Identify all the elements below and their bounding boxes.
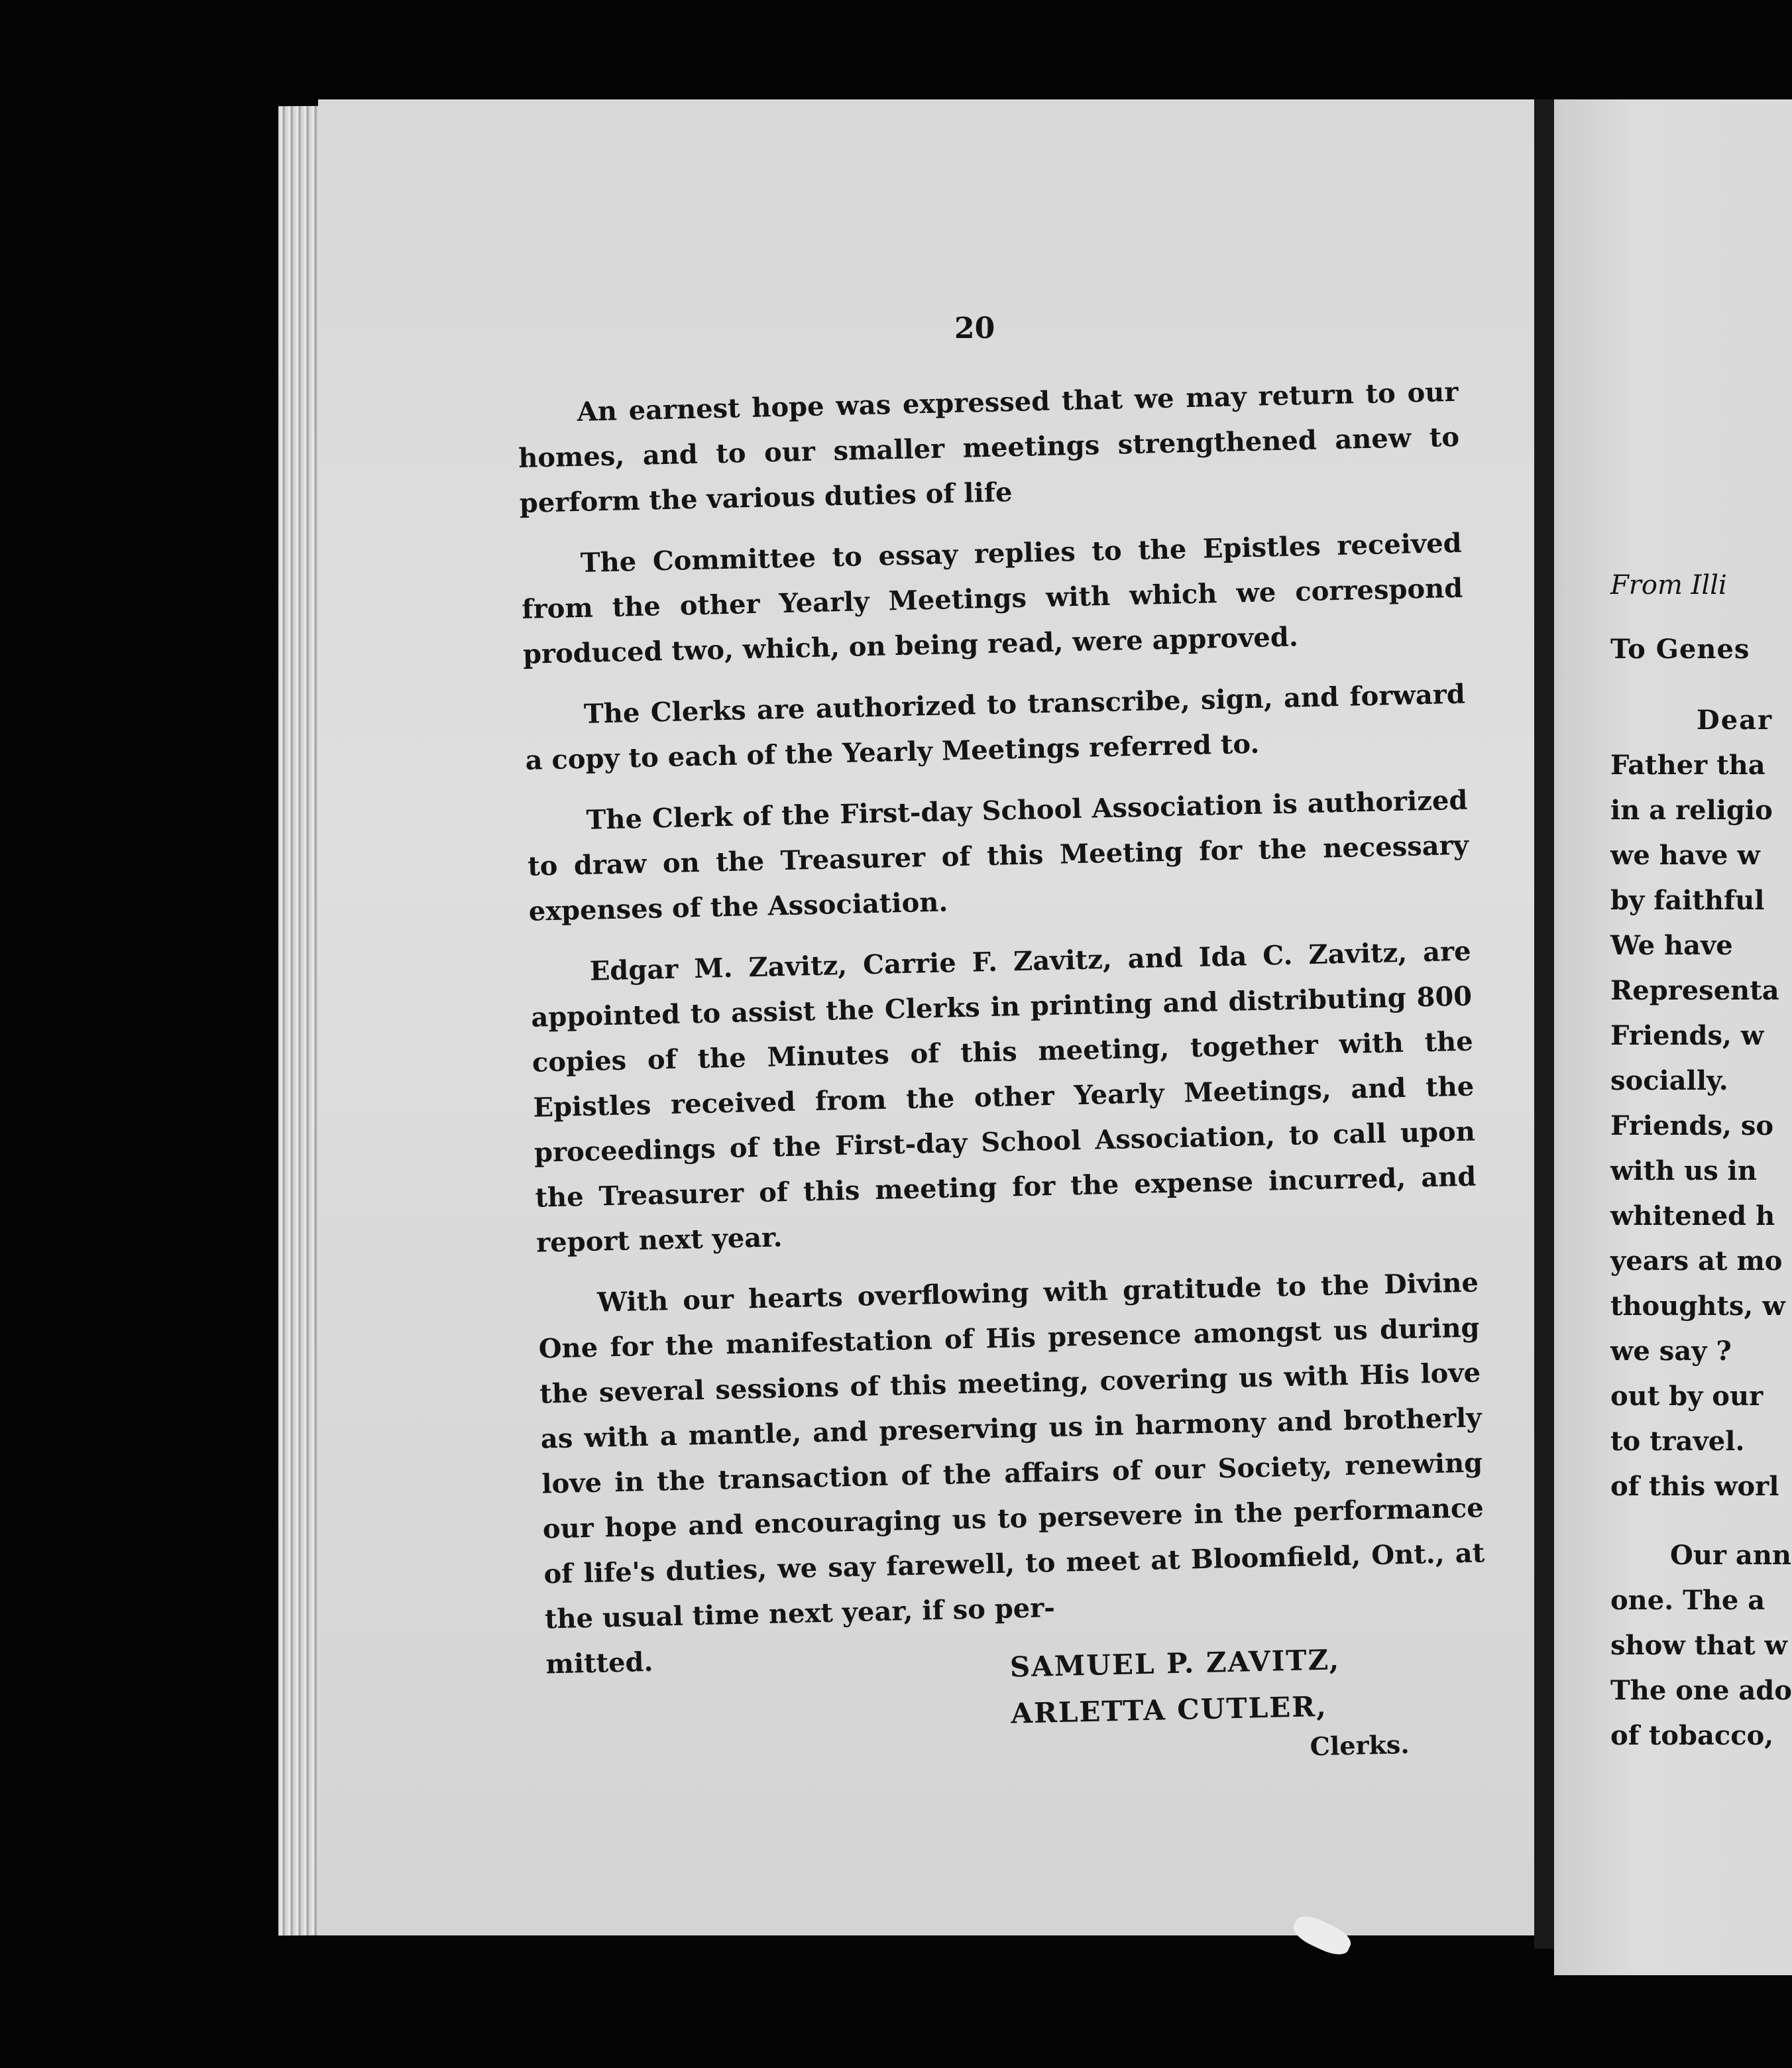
right-line: Our ann	[1670, 1540, 1792, 1571]
book-gutter	[1534, 99, 1554, 1949]
right-line: Friends, so	[1610, 1110, 1774, 1141]
right-line: to travel.	[1610, 1426, 1745, 1457]
right-line: We have	[1610, 930, 1733, 961]
closing-word: mitted.	[545, 1646, 653, 1680]
left-page-body	[517, 370, 1488, 1762]
paragraph-2: The Committee to essay replies to the Epistles received from the other Yearly Meetings with which we correspond produced two, which, on being read, were approved.	[521, 527, 1463, 670]
right-line: Father tha	[1610, 750, 1765, 781]
right-line: one. The a	[1610, 1585, 1765, 1616]
right-line: of this worl	[1610, 1471, 1779, 1502]
paragraph-6: With our hearts overflowing with gratitude to the Divine One for the manifestation of His presence amongst us during the several sessions of this meeting, covering us with His love as with a mantle, and preserving us in harmony and brotherly love in the transaction of the affairs of our Society, renewing our hope and encouraging us to persevere in the performance of life's duties, we say farewell, to meet at Bloomfield, Ont., at the usual time next year, if so per-	[538, 1267, 1485, 1635]
right-line: Representa	[1610, 975, 1779, 1006]
right-line: we have w	[1610, 840, 1760, 871]
right-line: show that w	[1610, 1630, 1787, 1661]
paragraph-5: Edgar M. Zavitz, Carrie F. Zavitz, and Ida C. Zavitz, are appointed to assist the Clerks in printing and distributing 800 copies of the Minutes of this meeting, together with the Epistles received from the other Yearly Meetings, and the proceedings of the First-day School Association, to call upon the Treasurer of this meeting for the expense incurred, and report next year.	[530, 935, 1477, 1259]
right-lines	[1610, 743, 1792, 1509]
signature-title: Clerks.	[1310, 1729, 1410, 1762]
signature-2: ARLETTA CUTLER,	[1010, 1690, 1328, 1730]
right-from-line: From Illi	[1610, 570, 1727, 601]
right-line: in a religio	[1610, 795, 1773, 826]
right-line: thoughts, w	[1610, 1291, 1785, 1322]
right-line: of tobacco,	[1610, 1720, 1774, 1751]
right-line: out by our	[1610, 1381, 1764, 1412]
paragraph-1: An earnest hope was expressed that we may return to our homes, and to our smaller meetings strengthened anew to perform the various duties of life	[518, 376, 1460, 519]
right-line: The one ado	[1610, 1675, 1792, 1706]
right-line: whitened h	[1610, 1200, 1775, 1232]
signature-1: SAMUEL P. ZAVITZ,	[1009, 1643, 1341, 1684]
paragraph-4: The Clerk of the First-day School Association is authorized to draw on the Treasurer of this Meeting for the necessary expenses of the Association.	[527, 784, 1469, 927]
page-number: 20	[954, 312, 995, 345]
right-line: Friends, w	[1610, 1020, 1764, 1051]
right-line: by faithful	[1610, 885, 1765, 916]
right-line: with us in	[1610, 1155, 1757, 1186]
right-line: years at mo	[1610, 1245, 1783, 1277]
paragraph-3: The Clerks are authorized to transcribe, sign, and forward a copy to each of the Yearly Meetings referred to.	[525, 678, 1466, 776]
right-page-text	[1610, 570, 1792, 1758]
right-line: we say ?	[1610, 1336, 1732, 1367]
right-to-line: To Genes	[1610, 634, 1750, 665]
right-line: socially.	[1610, 1065, 1728, 1096]
right-lines-2	[1610, 1533, 1792, 1758]
right-dear-line: Dear	[1697, 705, 1773, 736]
